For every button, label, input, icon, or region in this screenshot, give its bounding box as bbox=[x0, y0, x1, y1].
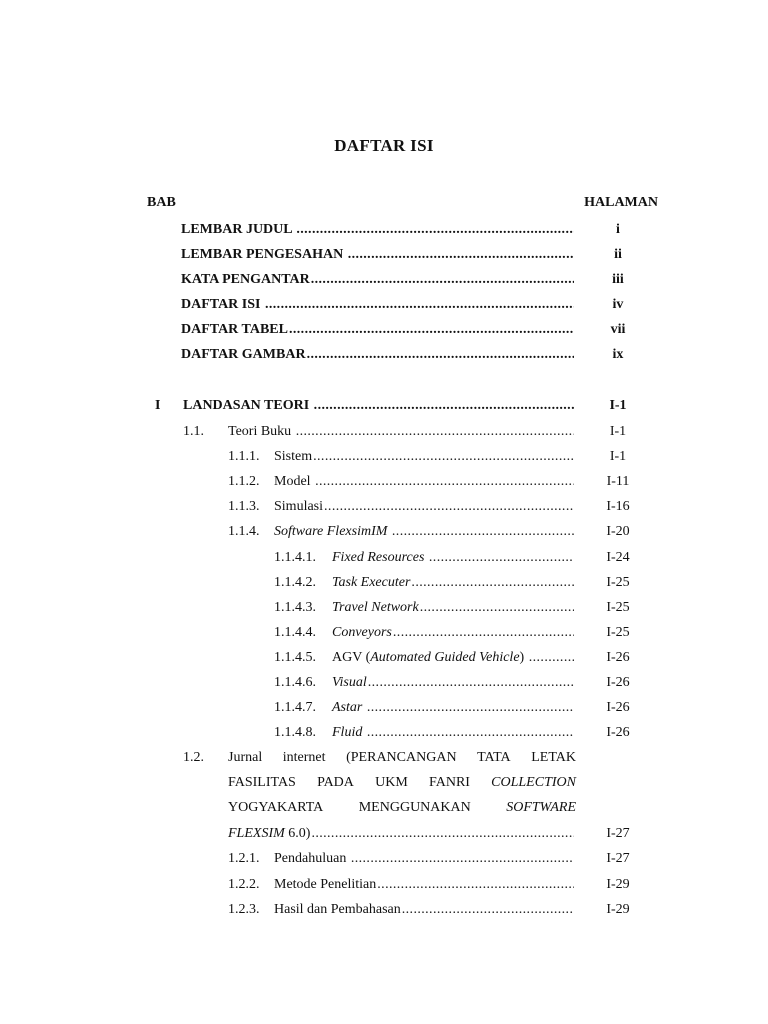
toc-page: vii bbox=[610, 322, 626, 337]
toc-page: I-26 bbox=[606, 650, 630, 665]
toc-label: DAFTAR ISI bbox=[181, 297, 264, 312]
toc-row bbox=[228, 849, 574, 869]
toc-number: 1.1.4.2. bbox=[274, 575, 316, 590]
toc-page: I-29 bbox=[606, 902, 630, 917]
toc-row bbox=[228, 875, 574, 895]
toc-page: I-25 bbox=[606, 600, 630, 615]
toc-row-front bbox=[181, 270, 574, 290]
toc-page: I-1 bbox=[609, 424, 627, 439]
jurnal-word: SOFTWARE bbox=[506, 800, 576, 815]
toc-number: 1.1.4.5. bbox=[274, 650, 316, 665]
toc-page: I-27 bbox=[606, 826, 630, 841]
toc-row bbox=[274, 648, 574, 668]
toc-label: Astar bbox=[332, 700, 366, 715]
leader-dots bbox=[296, 220, 574, 240]
toc-page: I-20 bbox=[606, 524, 630, 539]
toc-label: 6.0) bbox=[284, 826, 311, 841]
leader-dots bbox=[324, 497, 574, 517]
leader-dots bbox=[289, 320, 574, 340]
toc-row bbox=[228, 472, 574, 492]
toc-row bbox=[274, 623, 574, 643]
toc-label-tail: ) bbox=[519, 650, 528, 665]
leader-dots bbox=[393, 623, 574, 643]
toc-label-italic: FLEXSIM bbox=[228, 826, 285, 841]
toc-label: LEMBAR PENGESAHAN bbox=[181, 247, 347, 262]
toc-row bbox=[228, 497, 574, 517]
toc-label: Fixed Resources bbox=[332, 550, 428, 565]
toc-page: I-11 bbox=[606, 474, 630, 489]
toc-row bbox=[274, 723, 574, 743]
toc-label: Software FlexsimIM bbox=[274, 524, 391, 539]
toc-row bbox=[228, 900, 574, 920]
toc-number: 1.1.3. bbox=[228, 499, 260, 514]
toc-label: AGV ( bbox=[332, 650, 371, 665]
jurnal-word: COLLECTION bbox=[491, 775, 576, 790]
leader-dots bbox=[429, 548, 574, 568]
toc-label: Conveyors bbox=[332, 625, 392, 640]
toc-row bbox=[183, 422, 574, 442]
jurnal-line-3 bbox=[228, 798, 576, 818]
toc-label: LANDASAN TEORI bbox=[183, 398, 313, 413]
toc-label: Teori Buku bbox=[228, 424, 295, 439]
toc-label: Fluid bbox=[332, 725, 366, 740]
toc-label: KATA PENGANTAR bbox=[181, 272, 310, 287]
leader-dots bbox=[529, 648, 574, 668]
toc-label: Simulasi bbox=[274, 499, 324, 514]
header-halaman: HALAMAN bbox=[584, 195, 658, 210]
toc-number: 1.1.4.7. bbox=[274, 700, 316, 715]
toc-page: I-26 bbox=[606, 725, 630, 740]
toc-page: I-1 bbox=[609, 398, 627, 413]
toc-page: i bbox=[616, 222, 620, 237]
toc-page: I-29 bbox=[606, 877, 630, 892]
toc-row-front bbox=[181, 345, 574, 365]
toc-page: I-24 bbox=[606, 550, 630, 565]
header-bab: BAB bbox=[147, 195, 176, 210]
jurnal-line-4 bbox=[228, 824, 574, 844]
jurnal-word: (PERANCANGAN bbox=[346, 750, 457, 765]
toc-page: I-27 bbox=[606, 851, 630, 866]
jurnal-word: TATA bbox=[477, 750, 511, 765]
toc-page: I-25 bbox=[606, 575, 630, 590]
toc-page: I-25 bbox=[606, 625, 630, 640]
toc-label: Pendahuluan bbox=[274, 851, 350, 866]
jurnal-line-2 bbox=[228, 773, 576, 793]
leader-dots bbox=[392, 522, 574, 542]
toc-page: iv bbox=[612, 297, 624, 312]
leader-dots bbox=[351, 849, 574, 869]
toc-page: I-1 bbox=[609, 449, 627, 464]
jurnal-word: UKM bbox=[375, 775, 408, 790]
toc-row-front bbox=[181, 220, 574, 240]
toc-label: DAFTAR TABEL bbox=[181, 322, 288, 337]
toc-page: ii bbox=[614, 247, 622, 262]
leader-dots bbox=[420, 598, 574, 618]
toc-row bbox=[274, 598, 574, 618]
jurnal-word: internet bbox=[282, 750, 326, 765]
toc-number: 1.2.1. bbox=[228, 851, 260, 866]
toc-number: 1.1. bbox=[183, 424, 204, 439]
leader-dots bbox=[307, 345, 574, 365]
toc-number: 1.1.1. bbox=[228, 449, 260, 464]
jurnal-word: LETAK bbox=[531, 750, 576, 765]
toc-label: Visual bbox=[332, 675, 367, 690]
leader-dots bbox=[367, 723, 574, 743]
toc-label: Metode Penelitian bbox=[274, 877, 377, 892]
leader-dots bbox=[265, 295, 574, 315]
toc-label: DAFTAR GAMBAR bbox=[181, 347, 306, 362]
toc-row bbox=[274, 573, 574, 593]
jurnal-word: PADA bbox=[317, 775, 354, 790]
toc-page: I-16 bbox=[606, 499, 630, 514]
toc-number: 1.2. bbox=[183, 750, 204, 765]
toc-label: LEMBAR JUDUL bbox=[181, 222, 296, 237]
toc-number: 1.1.4.3. bbox=[274, 600, 316, 615]
toc-row bbox=[274, 673, 574, 693]
toc-row-front bbox=[181, 295, 574, 315]
jurnal-word: FASILITAS bbox=[228, 775, 296, 790]
leader-dots bbox=[296, 422, 574, 442]
toc-number: 1.1.4.8. bbox=[274, 725, 316, 740]
jurnal-word: Jurnal bbox=[228, 750, 263, 765]
toc-row bbox=[228, 522, 574, 542]
toc-row-front bbox=[181, 245, 574, 265]
leader-dots bbox=[367, 698, 574, 718]
toc-label: Sistem bbox=[274, 449, 313, 464]
jurnal-word: FANRI bbox=[428, 775, 470, 790]
toc-row bbox=[228, 447, 574, 467]
toc-row-chapter bbox=[183, 396, 574, 416]
toc-number: 1.1.4.4. bbox=[274, 625, 316, 640]
toc-label: Model bbox=[274, 474, 315, 489]
leader-dots bbox=[311, 270, 574, 290]
toc-page: iii bbox=[612, 272, 624, 287]
toc-row-front bbox=[181, 320, 574, 340]
toc-label: Task Executer bbox=[332, 575, 411, 590]
leader-dots bbox=[315, 472, 574, 492]
leader-dots bbox=[314, 396, 574, 416]
leader-dots bbox=[368, 673, 574, 693]
toc-label-italic: Automated Guided Vehicle bbox=[370, 650, 520, 665]
jurnal-word: MENGGUNAKAN bbox=[358, 800, 471, 815]
toc-row bbox=[274, 698, 574, 718]
toc-number: 1.1.4.6. bbox=[274, 675, 316, 690]
leader-dots bbox=[313, 447, 574, 467]
page-title: DAFTAR ISI bbox=[334, 136, 434, 155]
toc-number: 1.1.4.1. bbox=[274, 550, 316, 565]
toc-label: Travel Network bbox=[332, 600, 419, 615]
toc-number: 1.1.4. bbox=[228, 524, 260, 539]
toc-page: I-26 bbox=[606, 700, 630, 715]
leader-dots bbox=[411, 573, 574, 593]
leader-dots bbox=[311, 824, 574, 844]
leader-dots bbox=[377, 875, 574, 895]
jurnal-line-1 bbox=[228, 748, 576, 768]
chapter-number: I bbox=[155, 398, 161, 413]
leader-dots bbox=[402, 900, 574, 920]
toc-number: 1.2.2. bbox=[228, 877, 260, 892]
leader-dots bbox=[348, 245, 574, 265]
toc-number: 1.1.2. bbox=[228, 474, 260, 489]
toc-row bbox=[274, 548, 574, 568]
toc-page: ix bbox=[612, 347, 624, 362]
toc-number: 1.2.3. bbox=[228, 902, 260, 917]
toc-label: Hasil dan Pembahasan bbox=[274, 902, 401, 917]
toc-page: I-26 bbox=[606, 675, 630, 690]
jurnal-word: YOGYAKARTA bbox=[228, 800, 324, 815]
